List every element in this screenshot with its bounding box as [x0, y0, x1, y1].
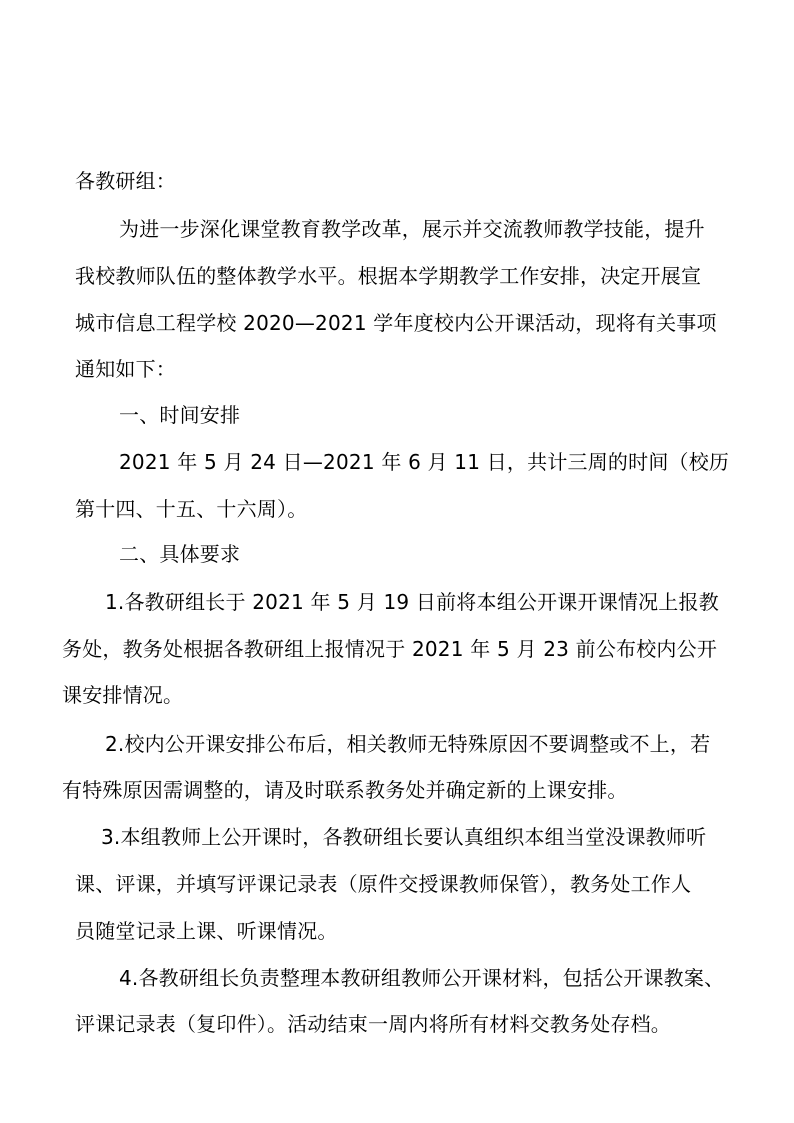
item-3-line-3: 员随堂记录上课、听课情况。	[75, 919, 338, 943]
item-1-line-3: 课安排情况。	[62, 683, 184, 707]
salutation: 各教研组：	[75, 169, 176, 193]
intro-line-3: 城市信息工程学校 2020—2021 学年度校内公开课活动，现将有关事项	[75, 311, 717, 335]
item-4-line-2: 评课记录表（复印件）。活动结束一周内将所有材料交教务处存档。	[75, 1012, 671, 1036]
item-2-line-2: 有特殊原因需调整的，请及时联系教务处并确定新的上课安排。	[62, 778, 628, 802]
intro-line-1: 为进一步深化课堂教育教学改革，展示并交流教师教学技能，提升	[119, 217, 705, 241]
section-heading-time: 一、时间安排	[119, 403, 241, 427]
item-2-line-1: 2.校内公开课安排公布后，相关教师无特殊原因不要调整或不上，若	[105, 732, 711, 756]
item-4-line-1: 4.各教研组长负责整理本教研组教师公开课材料，包括公开课教案、	[119, 966, 725, 990]
intro-line-2: 我校教师队伍的整体教学水平。根据本学期教学工作安排，决定开展宣	[75, 264, 702, 288]
section-heading-requirements: 二、具体要求	[119, 542, 241, 566]
time-line-1: 2021 年 5 月 24 日—2021 年 6 月 11 日，共计三周的时间（校历	[119, 450, 730, 474]
item-3-line-2: 课、评课，并填写评课记录表（原件交授课教师保管），教务处工作人	[75, 872, 692, 896]
item-1-line-2: 务处，教务处根据各教研组上报情况于 2021 年 5 月 23 前公布校内公开	[62, 637, 718, 661]
item-3-line-1: 3.本组教师上公开课时，各教研组长要认真组织本组当堂没课教师听	[101, 825, 707, 849]
time-line-2: 第十四、十五、十六周）。	[75, 497, 308, 521]
intro-line-4: 通知如下：	[75, 357, 176, 381]
item-1-line-1: 1.各教研组长于 2021 年 5 月 19 日前将本组公开课开课情况上报教	[105, 590, 719, 614]
